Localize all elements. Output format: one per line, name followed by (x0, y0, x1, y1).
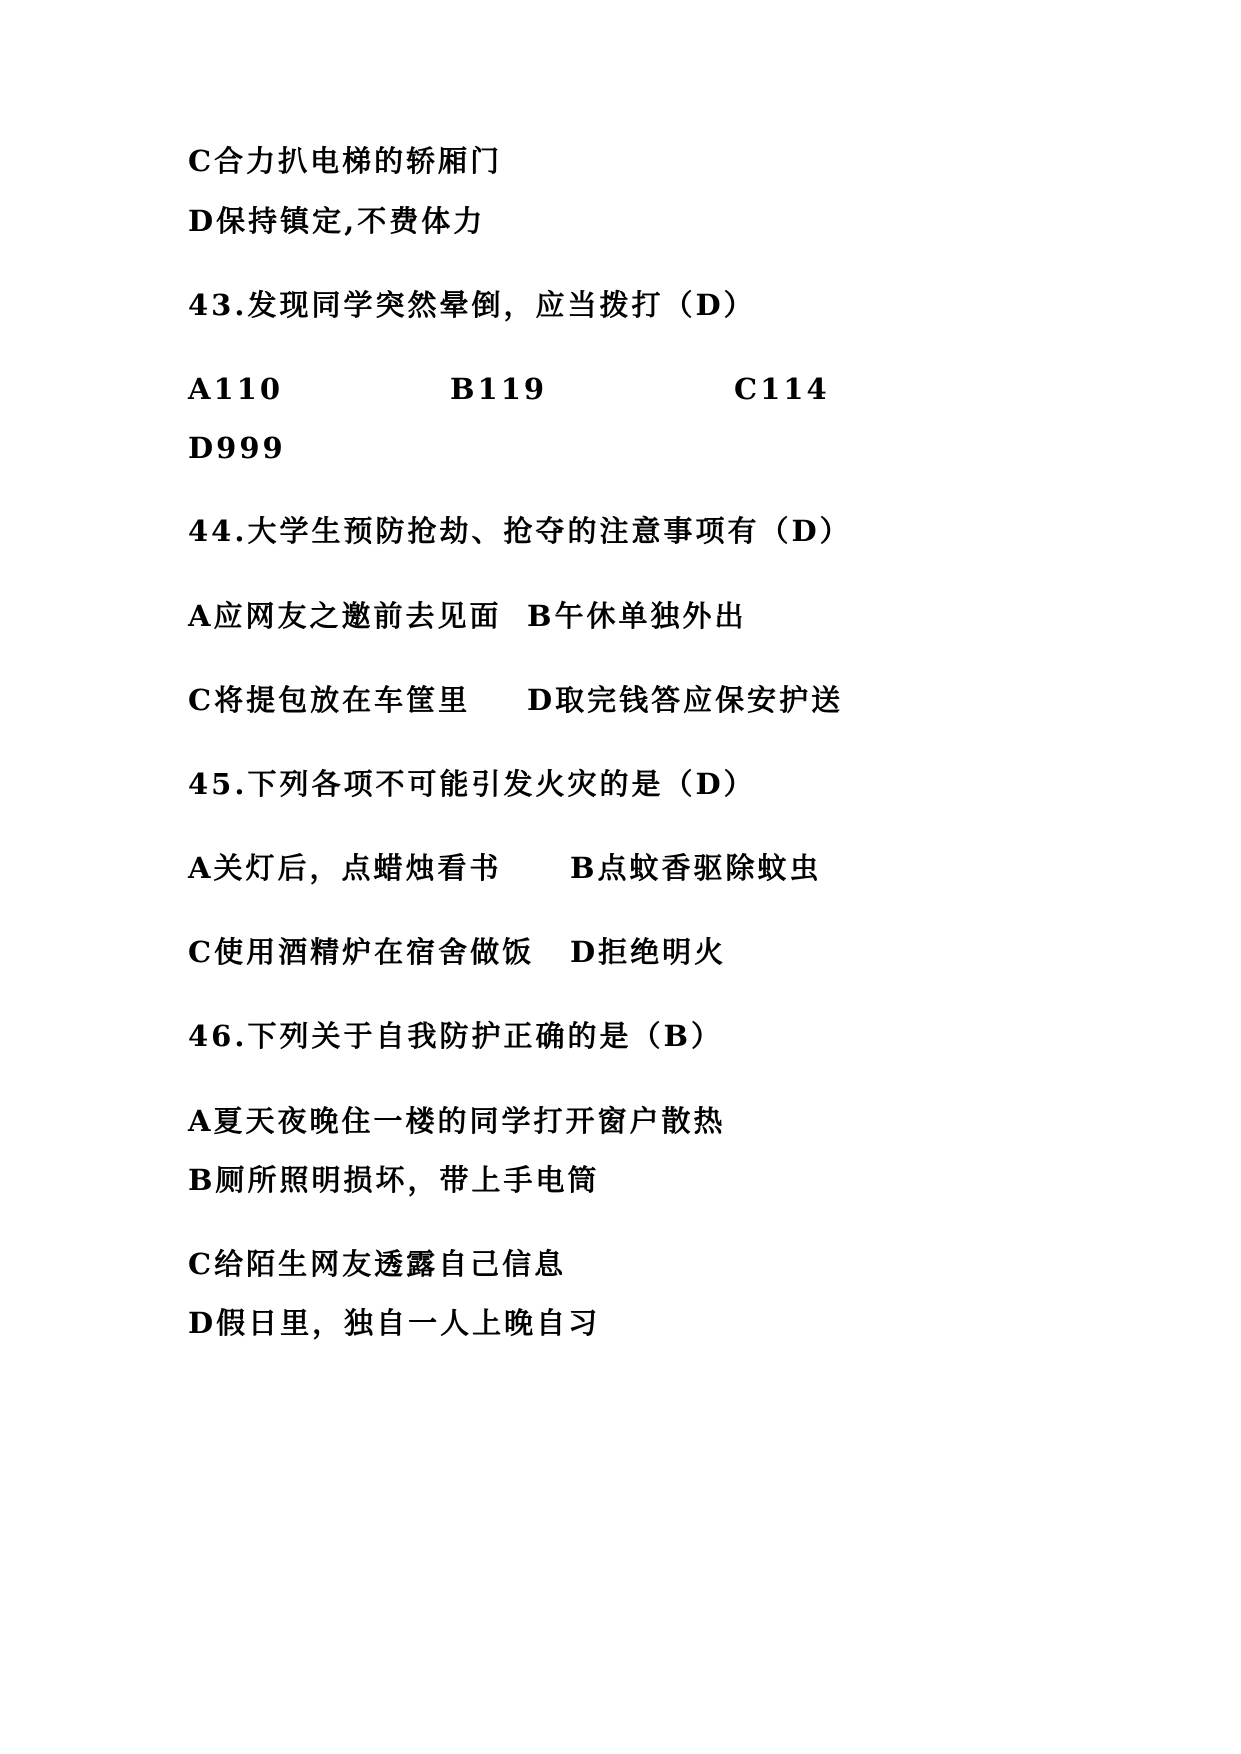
q43-question: 43.发现同学突然晕倒，应当拨打（D） (188, 288, 756, 322)
q45-question: 45.下列各项不可能引发火灾的是（D） (188, 767, 756, 801)
q46-question: 46.下列关于自我防护正确的是（B） (188, 1019, 723, 1053)
q43-option-d: D999 (188, 431, 286, 465)
q45-option-c: C使用酒精炉在宿舍做饭 (188, 935, 535, 969)
q44-option-b: B午休单独外出 (527, 599, 747, 633)
q44-question: 44.大学生预防抢劫、抢夺的注意事项有（D） (188, 514, 852, 548)
q44-option-a: A应网友之邀前去见面 (188, 599, 502, 633)
q46-option-b: B厕所照明损坏，带上手电筒 (188, 1163, 600, 1197)
q43-options-row (188, 371, 1188, 407)
q45-option-a: A关灯后，点蜡烛看书 (188, 851, 502, 885)
q45-option-d: D拒绝明火 (570, 935, 727, 969)
q46-option-d: D假日里，独自一人上晚自习 (188, 1306, 601, 1340)
q44-options-row-1 (188, 598, 1188, 634)
q42-option-d: D保持镇定,不费体力 (188, 204, 486, 238)
q43-option-a: A110 (188, 372, 284, 406)
q45-option-b: B点蚊香驱除蚊虫 (570, 851, 822, 885)
q44-option-c: C将提包放在车筐里 (188, 683, 471, 717)
q43-option-b: B119 (450, 372, 548, 406)
q46-option-c: C给陌生网友透露自己信息 (188, 1247, 567, 1281)
q45-options-row-2 (188, 934, 1188, 970)
q42-option-c: C合力扒电梯的轿厢门 (188, 144, 503, 178)
q46-option-a: A夏天夜晚住一楼的同学打开窗户散热 (188, 1104, 726, 1138)
q44-options-row-2 (188, 682, 1188, 718)
q43-option-c: C114 (734, 372, 830, 406)
q44-option-d: D取完钱答应保安护送 (527, 683, 844, 717)
q45-options-row-1 (188, 850, 1188, 886)
